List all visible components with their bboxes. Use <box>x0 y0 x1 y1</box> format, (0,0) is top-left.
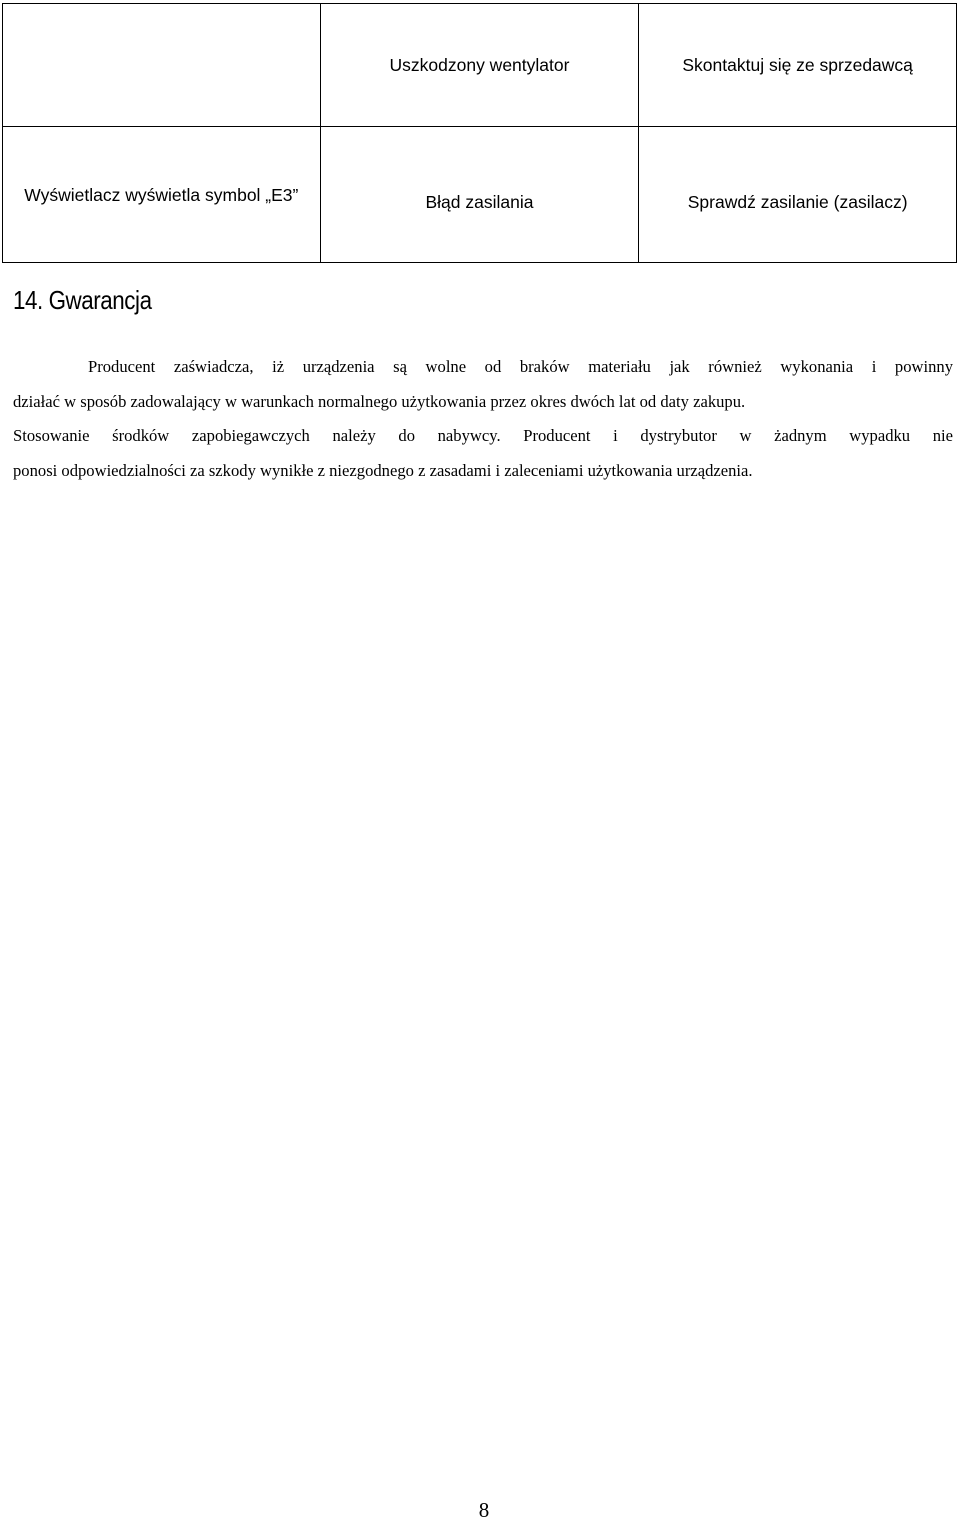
troubleshooting-table <box>2 3 957 263</box>
section-title: 14. Gwarancja <box>13 285 152 315</box>
paragraph-line: działać w sposób zadowalający w warunkach normalnego użytkowania przez okres dwóch lat od daty zakupu. <box>13 391 746 411</box>
paragraph-line: ponosi odpowiedzialności za szkody wynikłe z niezgodnego z zasadami i zaleceniami użytkowania urządzenia. <box>13 460 753 480</box>
warranty-paragraph <box>13 350 953 488</box>
table-row <box>3 4 957 127</box>
table-row <box>3 127 957 263</box>
table-cell-symptom <box>3 4 321 127</box>
paragraph-line: Producent zaświadcza, iż urządzenia są wolne od braków materiału jak również wykonania i powinny <box>88 357 953 376</box>
page-number: 8 <box>478 1498 490 1522</box>
table-cell-solution: Skontaktuj się ze sprzedawcą <box>639 4 957 127</box>
table-cell-cause: Błąd zasilania <box>320 127 639 263</box>
table-cell-symptom: Wyświetlacz wyświetla symbol „E3” <box>3 127 321 263</box>
paragraph-line: Stosowanie środków zapobiegawczych należy do nabywcy. Producent i dystrybutor w żadnym wypadku nie <box>13 426 953 445</box>
table-cell-solution: Sprawdź zasilanie (zasilacz) <box>639 127 957 263</box>
table-cell-cause: Uszkodzony wentylator <box>320 4 639 127</box>
